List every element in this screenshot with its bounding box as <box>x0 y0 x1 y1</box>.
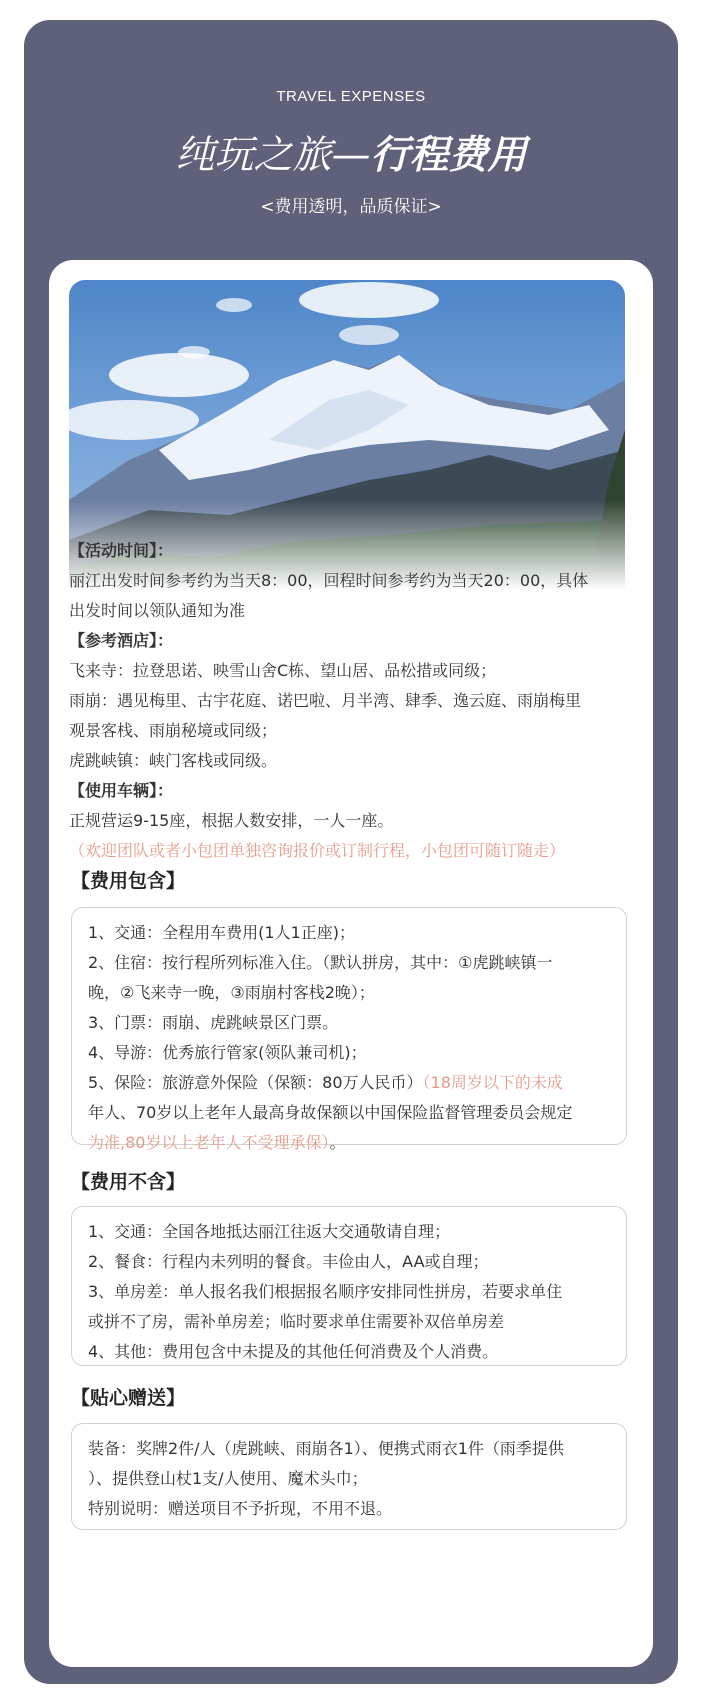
hotel-heading: 【参考酒店】： <box>69 631 174 650</box>
included-line-5-main: 5、保险：旅游意外保险（保额：80万人民币） <box>88 1073 423 1092</box>
activity-time-heading: 【活动时间】： <box>69 541 174 560</box>
vehicle-text: 正规营运9-15座，根据人数安排，一人一座。 <box>69 811 394 830</box>
gifts-box <box>71 1423 627 1530</box>
gifts-line-1b: ）、提供登山杖1支/人使用、魔术头巾； <box>88 1469 368 1488</box>
excluded-title: 【费用不含】 <box>71 1171 186 1193</box>
activity-time-text-1: 丽江出发时间参考约为当天8：00，回程时间参考约为当天20：00，具体 <box>69 571 589 590</box>
gifts-line-1a: 装备：奖牌2件/人（虎跳峡、雨崩各1）、便携式雨衣1件（雨季提供 <box>88 1439 564 1458</box>
title-light: 纯玩之旅— <box>175 133 371 178</box>
hotel-line-3: 虎跳峡镇：峡门客栈或同级。 <box>69 751 278 770</box>
included-line-4: 4、导游：优秀旅行管家(领队兼司机)； <box>88 1043 367 1062</box>
page-frame <box>24 20 678 1684</box>
gifts-title: 【贴心赠送】 <box>71 1387 186 1409</box>
included-line-5-end <box>88 1128 614 1158</box>
included-line-5-note-a: （18周岁以下的未成 <box>422 1073 563 1092</box>
included-line-2b: 晚，②飞来寺一晚，③雨崩村客栈2晚）； <box>88 983 375 1002</box>
activity-section <box>69 536 629 866</box>
included-line-3: 3、门票：雨崩、虎跳峡景区门票。 <box>88 1013 339 1032</box>
hotel-line-2a: 雨崩：遇见梅里、古宇花庭、诺巴啦、月半湾、肆季、逸云庭、雨崩梅里 <box>69 691 582 710</box>
hotel-line-2b: 观景客栈、雨崩秘境或同级； <box>69 721 278 740</box>
included-line-5-note-c: 为准,80岁以上老年人不受理承保） <box>88 1133 330 1152</box>
included-line-5 <box>88 1068 614 1098</box>
gifts-special-note: 特别说明：赠送项目不予折现，不用不退。 <box>88 1499 393 1518</box>
included-line-5-note-b: 年人、70岁以上老年人最高身故保额以中国保险监督管理委员会规定 <box>88 1103 573 1122</box>
included-title: 【费用包含】 <box>71 870 186 892</box>
header-subtitle-en: TRAVEL EXPENSES <box>276 88 426 105</box>
included-line-2a: 2、住宿：按行程所列标准入住。（默认拼房，其中：①虎跳峡镇一 <box>88 953 553 972</box>
page-title <box>24 124 678 180</box>
hotel-line-1: 飞来寺：拉登思诺、映雪山舍C栋、望山居、品松措或同级； <box>69 661 497 680</box>
excluded-box <box>71 1206 627 1366</box>
excluded-line-4: 4、其他：费用包含中未提及的其他任何消费及个人消费。 <box>88 1342 499 1361</box>
excluded-line-2: 2、餐食：行程内未列明的餐食。丰俭由人，AA或自理； <box>88 1252 489 1271</box>
excluded-line-3a: 3、单房差：单人报名我们根据报名顺序安排同性拼房，若要求单住 <box>88 1282 563 1301</box>
vehicle-note: （欢迎团队或者小包团单独咨询报价或订制行程，小包团可随订随走） <box>69 841 566 860</box>
title-bold: 行程费用 <box>370 133 527 178</box>
included-line-1: 1、交通：全程用车费用(1人1正座)； <box>88 923 356 942</box>
excluded-line-3b: 或拼不了房，需补单房差；临时要求单住需要补双倍单房差 <box>88 1312 505 1331</box>
excluded-line-1: 1、交通：全国各地抵达丽江往返大交通敬请自理； <box>88 1222 451 1241</box>
content-card <box>49 260 653 1667</box>
included-line-5-period: 。 <box>329 1133 346 1152</box>
header-tagline: <费用透明，品质保证> <box>260 197 442 217</box>
activity-time-text-2: 出发时间以领队通知为准 <box>69 601 246 620</box>
vehicle-heading: 【使用车辆】： <box>69 781 174 800</box>
included-box <box>71 907 627 1152</box>
